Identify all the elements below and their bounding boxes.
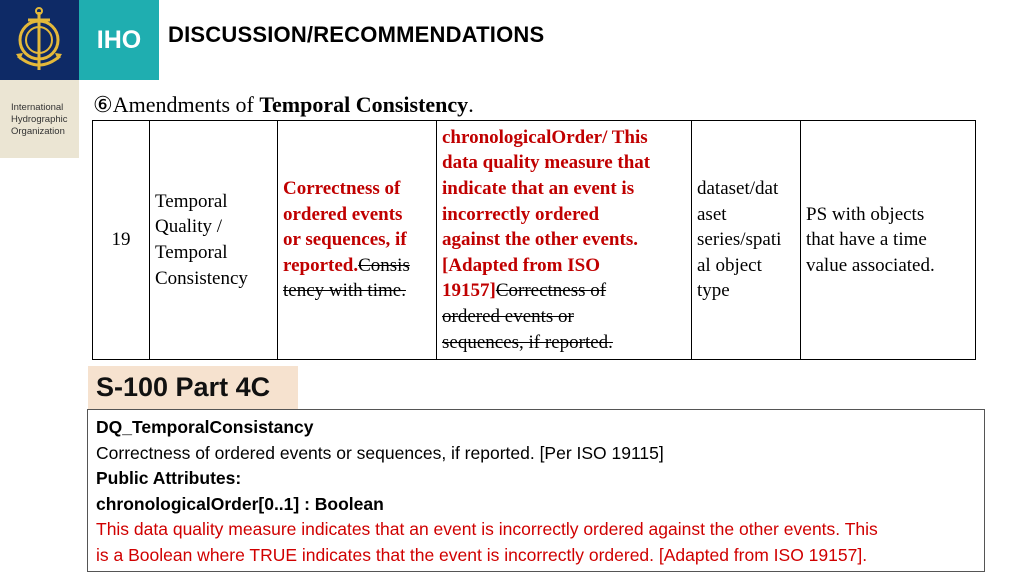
scope-cell <box>692 121 801 360</box>
remarks-line: value associated. <box>806 254 935 276</box>
subtitle-suffix: . <box>468 92 474 117</box>
org-line: Hydrographic <box>11 114 68 125</box>
element-line: Consistency <box>155 267 248 289</box>
element-line: Temporal <box>155 242 228 263</box>
element-line: Quality / <box>155 216 223 238</box>
subtitle-prefix: ⑥Amendments of <box>93 92 260 117</box>
measure-line: data quality measure that <box>442 152 651 174</box>
remarks-line: PS with objects <box>806 203 925 225</box>
definition-cell <box>278 121 437 360</box>
measure-line: against the other events. <box>442 229 638 251</box>
measure-line: 19157] <box>442 280 496 302</box>
measure-deleted-text: Correctness of <box>495 280 607 302</box>
remarks-cell <box>801 121 976 360</box>
definition-deleted-text: tency with time. <box>283 280 406 302</box>
measure-cell <box>437 121 692 360</box>
class-name: DQ_TemporalConsistancy <box>96 417 314 437</box>
organization-label <box>0 80 79 158</box>
definition-line: or sequences, if <box>283 229 407 251</box>
measure-line: indicate that an event is <box>442 178 635 200</box>
iho-wordmark <box>79 0 159 80</box>
definition-line: reported. <box>283 254 359 276</box>
table-row <box>93 121 976 360</box>
attribute-note: This data quality measure indicates that an event is incorrectly ordered against the other events. This <box>96 519 878 539</box>
measure-line: chronologicalOrder/ This <box>442 126 648 148</box>
scope-line: type <box>697 280 730 302</box>
part-label <box>88 366 298 412</box>
class-description: Correctness of ordered events or sequences, if reported. [Per ISO 19115] <box>96 442 664 463</box>
scope-line: aset <box>697 203 727 225</box>
iho-logo-text: IHO <box>96 25 142 54</box>
definition-line: Correctness of <box>283 178 401 200</box>
org-line: International <box>11 102 64 113</box>
measure-deleted-text: sequences, if reported. <box>442 331 613 353</box>
measure-deleted-text: ordered events or <box>442 305 574 327</box>
remarks-line: that have a time <box>806 229 927 251</box>
attribute-signature: chronologicalOrder[0..1] : Boolean <box>96 493 384 514</box>
measure-line: incorrectly ordered <box>442 203 600 225</box>
attributes-heading: Public Attributes: <box>96 468 242 488</box>
element-line: Temporal <box>155 190 228 212</box>
scope-line: dataset/dat <box>697 178 779 200</box>
row-number-cell <box>93 121 150 360</box>
part-label-text: S-100 Part 4C <box>96 372 271 402</box>
measure-line: [Adapted from ISO <box>442 254 600 276</box>
amendment-subtitle <box>93 92 474 118</box>
anchor-emblem-icon <box>0 0 79 80</box>
amendment-table <box>92 120 976 360</box>
definition-line: ordered events <box>283 203 403 225</box>
element-cell <box>150 121 278 360</box>
scope-line: series/spati <box>697 229 782 251</box>
attribute-note: is a Boolean where TRUE indicates that the event is incorrectly ordered. [Adapted from ISO 19157]. <box>96 544 868 565</box>
slide-title: DISCUSSION/RECOMMENDATIONS <box>168 22 545 47</box>
scope-line: al object <box>697 254 762 276</box>
org-line: Organization <box>11 126 65 137</box>
definition-box <box>87 409 985 572</box>
subtitle-bold: Temporal Consistency <box>259 92 469 117</box>
definition-deleted-text: Consis <box>358 254 410 276</box>
iho-emblem-logo <box>0 0 79 80</box>
row-number: 19 <box>111 229 131 251</box>
